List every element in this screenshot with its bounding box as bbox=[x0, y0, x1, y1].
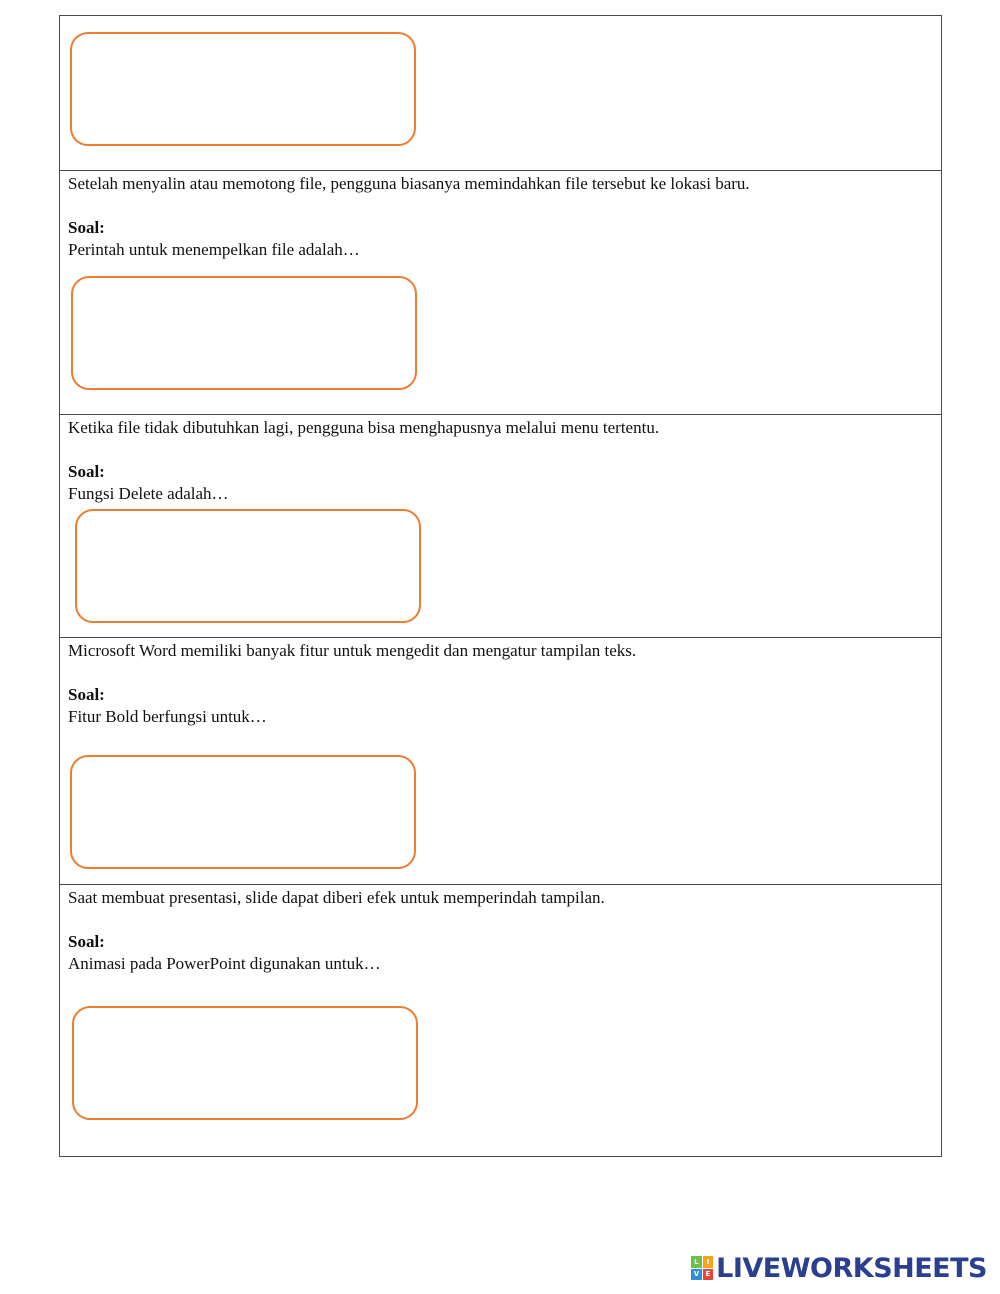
answer-box-3[interactable] bbox=[75, 509, 421, 623]
context-text: Setelah menyalin atau memotong file, pengguna biasanya memindahkan file tersebut ke lokasi baru. bbox=[68, 174, 750, 193]
question-row-5 bbox=[60, 884, 941, 1156]
question-row-3 bbox=[60, 414, 941, 637]
question-text: Animasi pada PowerPoint digunakan untuk… bbox=[68, 954, 381, 973]
context-text: Ketika file tidak dibutuhkan lagi, pengguna bisa menghapusnya melalui menu tertentu. bbox=[68, 418, 660, 437]
answer-box-4[interactable] bbox=[70, 755, 416, 869]
brand-name: LIVEWORKSHEETS bbox=[716, 1252, 987, 1284]
liveworksheets-brand[interactable] bbox=[691, 1253, 987, 1283]
liveworksheets-logo-icon: L I V E bbox=[691, 1256, 713, 1280]
soal-label: Soal: bbox=[68, 462, 105, 481]
answer-box-5[interactable] bbox=[72, 1006, 418, 1120]
worksheet-table bbox=[59, 15, 942, 1157]
soal-label: Soal: bbox=[68, 218, 105, 237]
context-text: Microsoft Word memiliki banyak fitur untuk mengedit dan mengatur tampilan teks. bbox=[68, 641, 637, 660]
answer-box-2[interactable] bbox=[71, 276, 417, 390]
question-row-4 bbox=[60, 637, 941, 884]
answer-box-1[interactable] bbox=[70, 32, 416, 146]
question-text: Fungsi Delete adalah… bbox=[68, 484, 229, 503]
question-row-2 bbox=[60, 170, 941, 414]
soal-label: Soal: bbox=[68, 685, 105, 704]
context-text: Saat membuat presentasi, slide dapat diberi efek untuk memperindah tampilan. bbox=[68, 888, 605, 907]
question-row-1 bbox=[60, 16, 941, 170]
question-text: Perintah untuk menempelkan file adalah… bbox=[68, 240, 360, 259]
soal-label: Soal: bbox=[68, 932, 105, 951]
question-text: Fitur Bold berfungsi untuk… bbox=[68, 707, 267, 726]
